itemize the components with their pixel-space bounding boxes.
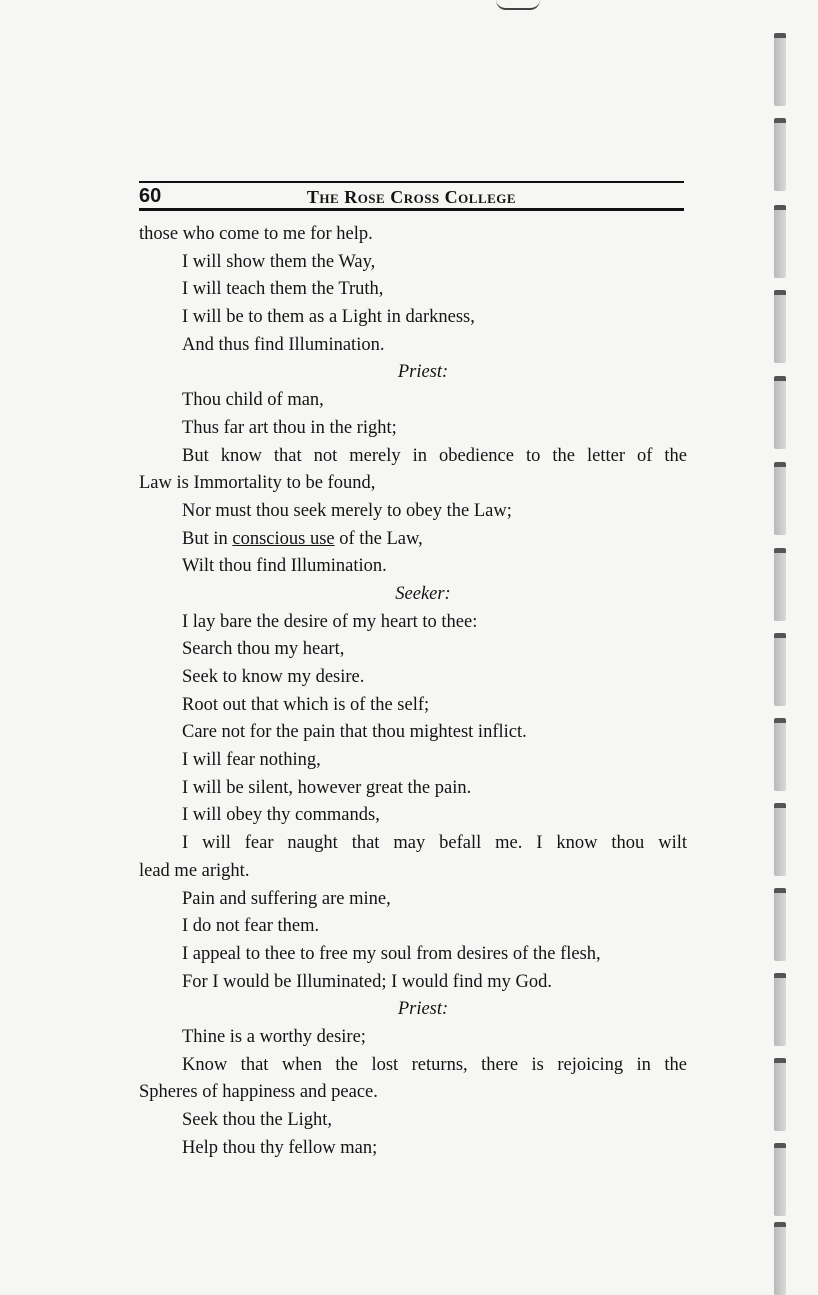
speaker-label: Priest:: [397, 999, 449, 1020]
text-line: Spheres of happiness and peace.: [139, 1082, 378, 1103]
index-tab: [774, 718, 786, 791]
index-tab: [774, 633, 786, 706]
text-line: Thou child of man,: [182, 390, 324, 411]
page-header: [139, 181, 684, 211]
text-line: I will fear naught that may befall me. I know thou wilt: [182, 833, 687, 854]
speaker-label: Priest:: [397, 362, 449, 383]
index-tab: [774, 1143, 786, 1216]
index-tab: [774, 290, 786, 363]
text-line: lead me aright.: [139, 860, 250, 881]
text-line: I will obey thy commands,: [182, 805, 380, 826]
text-line: Seek to know my desire.: [182, 667, 365, 687]
text-line: Search thou my heart,: [182, 639, 345, 660]
speaker-label: Seeker:: [395, 583, 451, 604]
text-line: For I would be Illuminated; I would find my God.: [182, 971, 552, 992]
text-line: I will be silent, however great the pain.: [182, 777, 472, 798]
text-line: I do not fear them.: [182, 916, 320, 937]
header-rule: [139, 208, 684, 211]
index-tab: [774, 1058, 786, 1131]
index-tabs: [770, 0, 790, 1291]
text-line: I will show them the Way,: [182, 251, 376, 272]
text-line: But in conscious use of the Law,: [182, 528, 423, 549]
text-line: Wilt thou find Illumination.: [182, 556, 387, 577]
index-tab: [774, 803, 786, 876]
index-tab: [774, 462, 786, 535]
text-line: I lay bare the desire of my heart to thee:: [182, 611, 478, 632]
index-tab: [774, 376, 786, 449]
index-tab: [774, 205, 786, 278]
text-line: Care not for the pain that thou mightest inflict.: [182, 722, 527, 743]
text-line: Help thou thy fellow man;: [182, 1137, 378, 1158]
text-line: those who come to me for help.: [139, 224, 373, 244]
page-notch: [496, 0, 540, 10]
text-line: And thus find Illumination.: [182, 334, 385, 355]
text-line: I will fear nothing,: [182, 750, 321, 771]
text-line: Thus far art thou in the right;: [182, 417, 397, 438]
text-line: I appeal to thee to free my soul from desires of the flesh,: [182, 943, 601, 964]
text-line: Root out that which is of the self;: [182, 694, 430, 715]
text-line: Thine is a worthy desire;: [182, 1026, 366, 1047]
index-tab: [774, 33, 786, 106]
body-text: [139, 221, 687, 1162]
text-line: I will be to them as a Light in darkness,: [182, 307, 475, 328]
text-line: Law is Immortality to be found,: [139, 473, 376, 494]
page-number: 60: [139, 185, 162, 207]
index-tab: [774, 548, 786, 621]
text-line: Pain and suffering are mine,: [182, 888, 391, 909]
index-tab: [774, 888, 786, 961]
running-title: The Rose Cross College: [306, 187, 517, 207]
text-line: Seek thou the Light,: [182, 1110, 333, 1130]
text-line: Nor must thou seek merely to obey the Law;: [182, 500, 512, 521]
text-line: Know that when the lost returns, there is rejoicing in the: [182, 1054, 687, 1075]
index-tab: [774, 1222, 786, 1295]
text-line: I will teach them the Truth,: [182, 279, 384, 300]
index-tab: [774, 118, 786, 191]
index-tab: [774, 973, 786, 1046]
underlined-phrase: conscious use: [232, 528, 335, 549]
text-line: But know that not merely in obedience to the letter of the: [182, 445, 687, 466]
